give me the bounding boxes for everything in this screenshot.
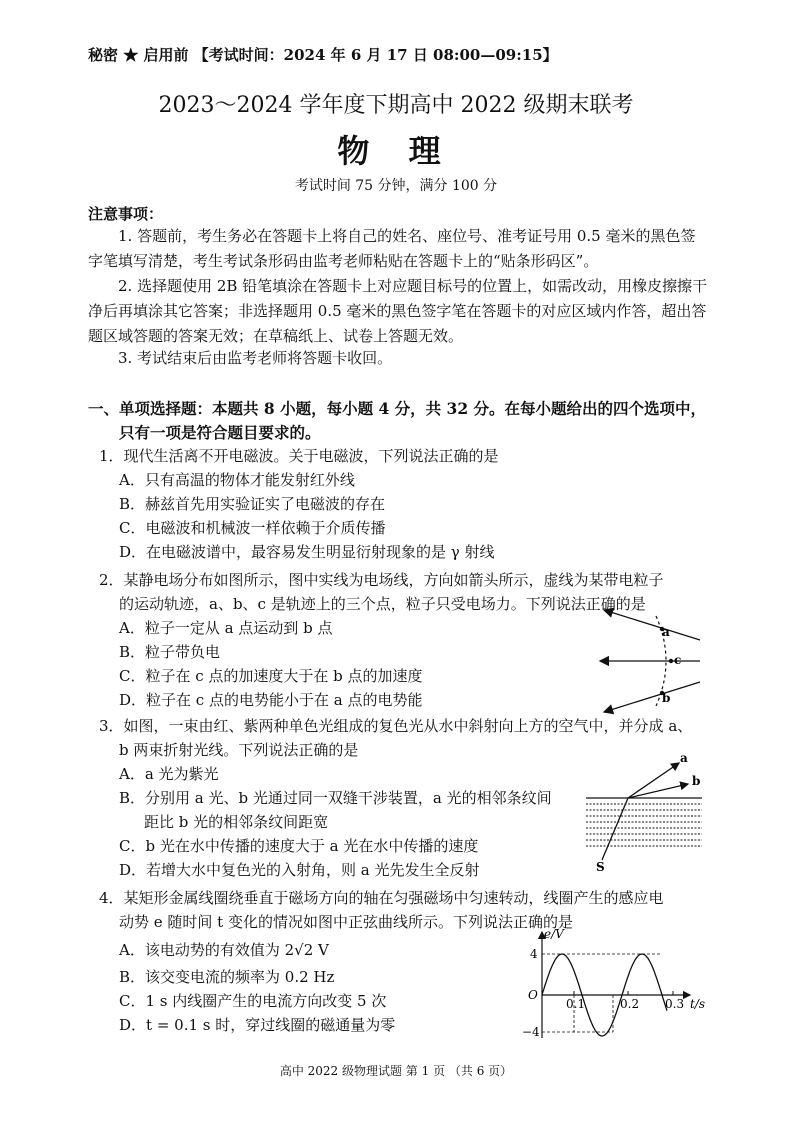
point-c xyxy=(669,659,673,663)
exam-info: 考试时间 75 分钟，满分 100 分 xyxy=(294,178,498,194)
q3-option-d: D．若增大水中复色光的入射角，则 a 光先发生全反射 xyxy=(119,861,480,879)
section-heading-cont: 只有一项是符合题目要求的。 xyxy=(119,423,321,442)
refracted-ray-a xyxy=(628,763,679,798)
notice-item-3: 3. 考试结束后由监考老师将答题卡收回。 xyxy=(118,349,393,367)
x-tick-0-3: 0.3 xyxy=(665,997,685,1011)
q1-option-b: B．赫兹首先用实验证实了电磁波的存在 xyxy=(119,495,386,513)
q2-option-c: C．粒子在 c 点的加速度大于在 b 点的加速度 xyxy=(119,667,423,685)
q4-option-a-value: 2√2 V xyxy=(284,941,329,959)
subject-title: 物 理 xyxy=(337,132,455,170)
label-c: c xyxy=(674,653,682,667)
q4-option-a xyxy=(119,939,329,960)
q1-option-c: C．电磁波和机械波一样依赖于介质传播 xyxy=(119,519,386,537)
notice-heading: 注意事项： xyxy=(88,205,164,223)
x-tick-0-2: 0.2 xyxy=(620,997,640,1011)
notice-item-1: 1. 答题前，考生务必在答题卡上将自己的姓名、座位号、准考证号用 0.5 毫米的黑色签字笔填写清楚，考生考试条形码由监考老师粘贴在答题卡上的“贴条形码区”。 xyxy=(88,227,696,270)
q3-option-b: B．分别用 a 光、b 光通过同一双缝干涉装置，a 光的相邻条纹间 xyxy=(119,789,552,807)
field-line-lower xyxy=(604,682,700,712)
q2-stem: 2．某静电场分布如图所示，图中实线为电场线，方向如箭头所示，虚线为某带电粒子 xyxy=(99,571,664,589)
q2-option-b: B．粒子带负电 xyxy=(119,643,221,661)
confidential-header: 秘密 ★ 启用前 【考试时间：2024 年 6 月 17 日 08:00—09:15】 xyxy=(88,46,558,64)
page-footer: 高中 2022 级物理试题 第 1 页 （共 6 页） xyxy=(279,1064,513,1078)
y-tick-positive: 4 xyxy=(530,947,538,961)
x-axis-label: t/s xyxy=(690,997,706,1011)
q2-electric-field-figure xyxy=(596,606,708,716)
q1-option-a: A．只有高温的物体才能发射红外线 xyxy=(119,471,355,489)
incident-ray xyxy=(602,798,628,860)
q1-stem: 1．现代生活离不开电磁波。关于电磁波，下列说法正确的是 xyxy=(99,447,499,465)
label-a: a xyxy=(662,625,670,639)
q3-option-b-cont: 距比 b 光的相邻条纹间距宽 xyxy=(144,813,329,831)
q3-stem-cont: b 两束折射光线。下列说法正确的是 xyxy=(119,741,359,759)
q4-option-c: C．1 s 内线圈产生的电流方向改变 5 次 xyxy=(119,992,387,1010)
q4-option-b: B．该交变电流的频率为 0.2 Hz xyxy=(119,968,335,986)
refracted-ray-b xyxy=(628,784,688,798)
q2-option-a: A．粒子一定从 a 点运动到 b 点 xyxy=(119,619,333,637)
q3-refraction-figure xyxy=(584,748,708,874)
q3-option-a: A．a 光为紫光 xyxy=(119,765,219,783)
q3-option-c: C．b 光在水中传播的速度大于 a 光在水中传播的速度 xyxy=(119,837,479,855)
q2-option-d: D．粒子在 c 点的电势能小于在 a 点的电势能 xyxy=(119,691,423,709)
label-ray-b: b xyxy=(692,774,701,788)
section-heading: 一、单项选择题：本题共 8 小题，每小题 4 分，共 32 分。在每小题给出的四个选项中， xyxy=(88,399,707,418)
label-b: b xyxy=(662,691,671,705)
q4-stem: 4．某矩形金属线圈绕垂直于磁场方向的轴在匀强磁场中匀速转动，线圈产生的感应电 xyxy=(99,889,664,907)
exam-title: 2023～2024 学年度下期高中 2022 级期末联考 xyxy=(158,93,634,118)
label-ray-a: a xyxy=(680,751,688,765)
x-tick-0-1: 0.1 xyxy=(566,997,586,1011)
q4-emf-graph xyxy=(510,926,710,1044)
q3-stem: 3．如图，一束由红、紫两种单色光组成的复色光从水中斜射向上方的空气中，并分成 a、 xyxy=(99,717,693,735)
origin-label: O xyxy=(528,988,538,1002)
notice-item-2: 2. 选择题使用 2B 铅笔填涂在答题卡上对应题目标号的位置上，如需改动，用橡皮擦擦干净后再填涂其它答案；非选择题用 0.5 毫米的黑色签字笔在答题卡的对应区域内作答，超出答题区域答题的答案无效；在草稿纸上、试卷上答题无效。 xyxy=(88,277,708,345)
y-tick-negative: −4 xyxy=(522,1025,540,1039)
q2-stem-cont: 的运动轨迹，a、b、c 是轨迹上的三个点，粒子只受电场力。下列说法正确的是 xyxy=(119,595,646,613)
q1-option-d: D．在电磁波谱中，最容易发生明显衍射现象的是 γ 射线 xyxy=(119,543,495,561)
q4-stem-cont: 动势 e 随时间 t 变化的情况如图中正弦曲线所示。下列说法正确的是 xyxy=(119,913,573,931)
q4-option-a-text: A．该电动势的有效值为 xyxy=(119,941,285,959)
q4-option-d: D．t = 0.1 s 时，穿过线圈的磁通量为零 xyxy=(119,1016,396,1034)
label-source-s: S xyxy=(596,860,605,874)
y-axis-label: e/V xyxy=(544,927,564,941)
field-line-upper xyxy=(604,610,700,640)
